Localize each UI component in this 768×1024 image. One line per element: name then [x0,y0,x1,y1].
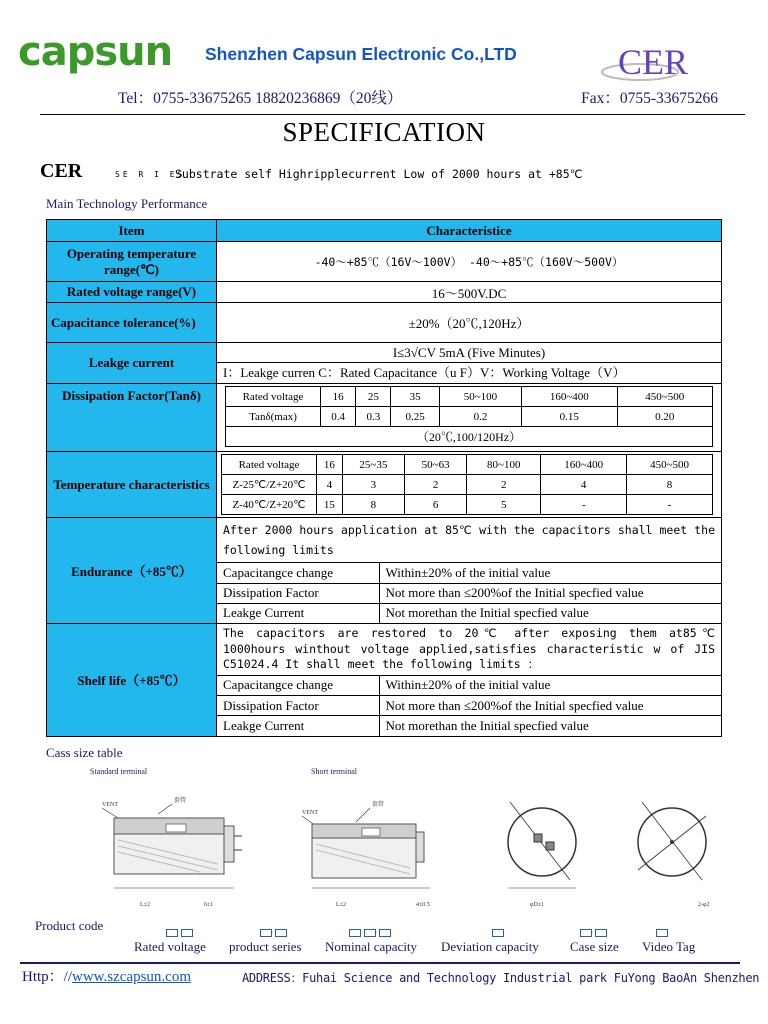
temp-cell-0-4: 80~100 [467,455,541,475]
df-cell-0-2: 25 [356,387,391,407]
temp-cell-2-6: - [627,495,713,515]
rated-voltage-value: 16～500V.DC [217,282,722,303]
temp-cell-2-1: 15 [317,495,343,515]
performance-table [46,219,722,737]
rated-voltage-label: Rated voltage range(V) [47,282,217,303]
series-code: CER [40,160,83,182]
capsun-logo: capsun [18,29,173,75]
temp-cell-2-4: 5 [467,495,541,515]
temp-cell-1-3: 2 [405,475,467,495]
temp-cell [217,452,722,518]
shelf-life-cell [217,624,722,737]
section-label-performance: Main Technology Performance [46,196,208,211]
footer-rule [20,962,740,964]
endurance-label: Endurance（+85℃） [47,518,217,624]
shelf-row-0-value: Within±20% of the initial value [379,676,721,696]
dim-pins: 2-φ2 [698,902,710,908]
df-cell-1-1: 0.4 [321,407,356,427]
temp-cell-1-6: 8 [627,475,713,495]
temp-cell-0-0: Rated voltage [222,455,317,475]
temp-cell-0-1: 16 [317,455,343,475]
endurance-row-0-value: Within±20% of the initial value [379,563,721,583]
endurance-description: After 2000 hours application at 85℃ with the capacitors shall meet the following limits [217,518,721,563]
endurance-row-0-label: Capacitangce change [217,563,379,583]
product-code-label: Product code [35,918,104,933]
cap-tolerance-label: Capacitance tolerance(%) [47,303,217,343]
website-link[interactable]: www.szcapsun.com [72,969,192,985]
endurance-cell [217,518,722,624]
op-temp-value: -40～+85℃（16V～100V） -40～+85℃（160V～500V） [217,242,722,282]
dim-terminal-std: 6±1 [204,902,214,908]
http-prefix: Http：// [22,969,73,985]
df-note: （20℃,100/120Hz） [226,427,713,447]
tel-text: Tel：0755-33675265 18820236869（20线） [118,90,403,107]
temp-cell-2-5: - [541,495,627,515]
pc-boxes-video-tag [656,929,671,937]
leakage-label: Leakge current [47,343,217,384]
temp-cell-0-6: 450~500 [627,455,713,475]
header-characteristic: Characteristice [217,220,722,242]
df-cell-1-4: 0.2 [439,407,521,427]
endurance-row-1-label: Dissipation Factor [217,583,379,603]
temp-cell-0-3: 50~63 [405,455,467,475]
dim-diameter: φD±1 [530,902,545,908]
shelf-life-label: Shelf life（+85℃） [47,624,217,737]
standard-terminal-label: Standard terminal [90,767,148,776]
cer-logo-text: CER [618,42,689,82]
pc-boxes-product-series [260,929,290,937]
temp-cell-2-3: 6 [405,495,467,515]
contact-line [118,86,728,108]
endurance-limits [217,563,721,623]
dim-L-std: L±2 [140,902,150,908]
case-size-drawings [90,780,730,910]
leakage-formula: I≤3√CV 5mA (Five Minutes) [217,343,721,363]
endurance-row-2-label: Leakge Current [217,603,379,623]
pc-boxes-case-size [580,929,610,937]
shelf-row-1-label: Dissipation Factor [217,696,379,716]
shelf-row-2-value: Not morethan the Initial specfied value [379,716,721,736]
temp-cell-1-0: Z-25℃/Z+20℃ [222,475,317,495]
endurance-row-1-value: Not more than ≤200%of the Initial specfied value [379,583,721,603]
pc-boxes-rated-voltage [166,929,196,937]
temp-cell-0-2: 25~35 [342,455,404,475]
dim-L-short: L±2 [336,902,346,908]
section-label-case-size: Cass size table [46,745,123,760]
pin-view-drawing [638,802,709,908]
pc-field-deviation-capacity: Deviation capacity [441,939,539,954]
short-terminal-label: Short terminal [311,767,357,776]
df-cell-0-0: Rated voltage [226,387,321,407]
df-cell-1-2: 0.3 [356,407,391,427]
page-title: SPECIFICATION [282,117,486,147]
pc-boxes-nominal-capacity [349,929,394,937]
cer-logo [600,34,700,84]
sleeve-label-short: 套管 [372,802,385,808]
cap-tolerance-value: ±20%（20℃,120Hz） [217,303,722,343]
series-label: SE R I ES [115,170,186,179]
sleeve-label-std: 套管 [174,798,187,804]
temp-cell-0-5: 160~400 [541,455,627,475]
pc-field-nominal-capacity: Nominal capacity [325,939,418,954]
short-terminal-drawing [302,800,430,908]
company-name: Shenzhen Capsun Electronic Co.,LTD [205,44,517,64]
df-tan-row [226,407,713,427]
df-cell-0-3: 35 [391,387,439,407]
df-cell-0-4: 50~100 [439,387,521,407]
temp-cell-1-2: 3 [342,475,404,495]
df-subtable [225,386,713,447]
pc-field-rated-voltage: Rated voltage [134,939,206,954]
top-view-drawing [508,802,576,908]
shelf-row-0-label: Capacitangce change [217,676,379,696]
df-cell-0-1: 16 [321,387,356,407]
leakage-description: I：Leakge curren C：Rated Capacitance（u F）V：Working Voltage（V） [223,365,626,380]
standard-terminal-drawing [102,796,242,908]
df-cell-1-3: 0.25 [391,407,439,427]
shelf-row-1-value: Not more than ≤200%of the Initial specfied value [379,696,721,716]
vent-label-short: VENT [302,810,318,816]
dim-terminal-short: 4±0.5 [416,902,430,908]
df-voltage-row [226,387,713,407]
pc-field-video-tag: Video Tag [642,939,696,954]
temp-label: Temperature characteristics [47,452,217,518]
shelf-life-limits [217,676,721,736]
shelf-row-2-label: Leakge Current [217,716,379,736]
df-label: Dissipation Factor(Tanδ) [47,384,217,452]
df-cell-1-5: 0.15 [522,407,617,427]
temp-cell-2-0: Z-40℃/Z+20℃ [222,495,317,515]
temp-z40-row [222,495,713,515]
address-text: ADDRESS：Fuhai Science and Technology Industrial park FuYong BaoAn Shenzhen [242,971,760,985]
pc-boxes-deviation-capacity [492,929,507,937]
vent-label-std: VENT [102,802,118,808]
endurance-row-2-value: Not morethan the Initial specfied value [379,603,721,623]
temp-cell-2-2: 8 [342,495,404,515]
temp-cell-1-5: 4 [541,475,627,495]
df-cell-0-5: 160~400 [522,387,617,407]
temp-voltage-row [222,455,713,475]
pc-field-product-series: product series [229,939,302,954]
pc-field-case-size: Case size [570,939,619,954]
temp-subtable [221,454,713,515]
temp-cell-1-1: 4 [317,475,343,495]
header-rule [40,114,745,115]
website-line [22,965,191,986]
series-description: Substrate self Highripplecurrent Low of 2000 hours at +85℃ [175,167,583,181]
temp-cell-1-4: 2 [467,475,541,495]
leakage-cell [217,343,722,384]
df-cell-0-6: 450~500 [617,387,713,407]
fax-text: Fax：0755-33675266 [581,90,718,107]
op-temp-label: Operating temperature range(℃) [47,242,217,282]
df-cell [217,384,722,452]
df-cell-1-0: Tanδ(max) [226,407,321,427]
temp-z25-row [222,475,713,495]
header-item: Item [47,220,217,242]
shelf-life-description: The capacitors are restored to 20℃ after exposing them at85℃ 1000hours winthout voltage applied,satisfies characteristic w of JIS C51024.4 It shall meet the following limits ： [217,624,721,676]
df-cell-1-6: 0.20 [617,407,713,427]
